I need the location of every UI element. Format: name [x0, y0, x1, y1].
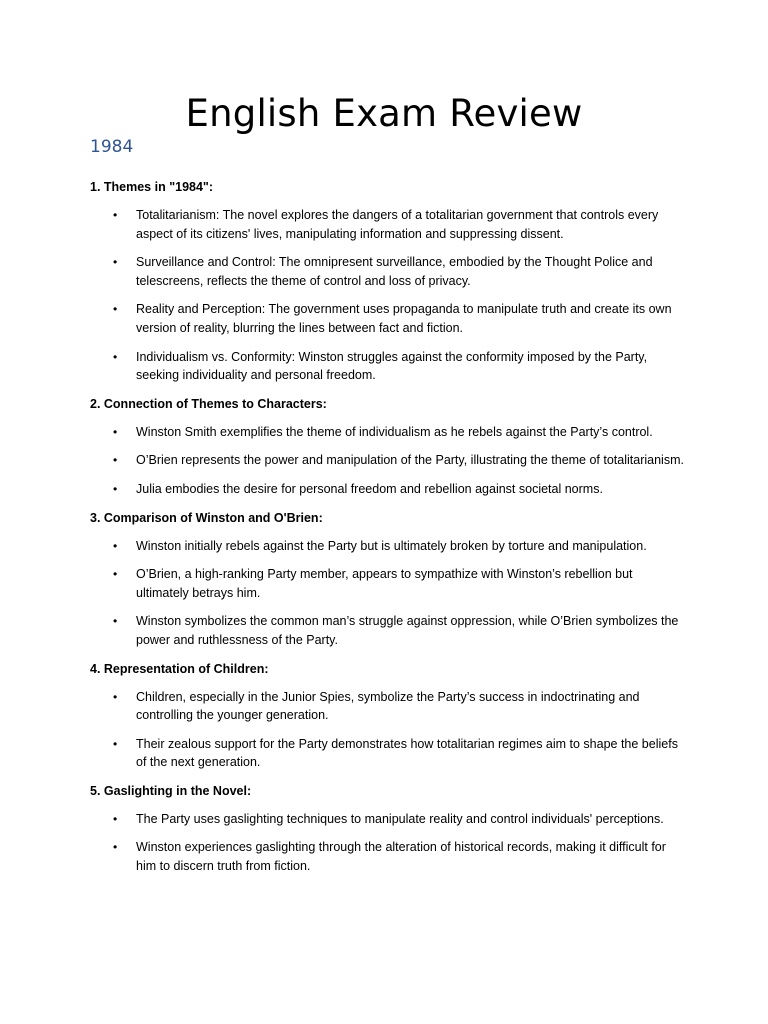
list-item-text: Individualism vs. Conformity: Winston struggles against the conformity imposed by the Party, seeking individuality and personal freedom.: [136, 349, 648, 383]
list-item: [90, 537, 690, 556]
bullet-icon: •: [113, 567, 118, 582]
list-item: [90, 253, 690, 290]
section-heading: 4. Representation of Children:: [90, 661, 269, 676]
list-item-text: Reality and Perception: The government uses propaganda to manipulate truth and create its own version of reality, blurring the lines between fact and fiction.: [136, 302, 672, 335]
section-heading: 1. Themes in "1984":: [90, 180, 214, 194]
section-gaslighting: [90, 782, 690, 876]
list-item: [90, 688, 690, 725]
list-item: [90, 300, 690, 337]
bullet-icon: •: [113, 736, 118, 751]
section-characters: [90, 395, 690, 499]
bullet-list: [90, 206, 690, 385]
list-item: [90, 423, 690, 442]
bullet-icon: •: [113, 811, 118, 826]
list-item-text: O’Brien, a high-ranking Party member, appears to sympathize with Winston’s rebellion but ultimately betrays him.: [136, 567, 633, 600]
bullet-icon: •: [113, 208, 118, 222]
list-item-text: Surveillance and Control: The omnipresent surveillance, embodied by the Thought Police and telescreens, reflects the theme of control and loss of privacy.: [136, 255, 653, 288]
bullet-icon: •: [113, 481, 118, 496]
bullet-list: [90, 537, 690, 650]
bullet-icon: •: [113, 840, 118, 855]
list-item-text: O’Brien represents the power and manipulation of the Party, illustrating the theme of totalitarianism.: [136, 453, 684, 468]
list-item: [90, 206, 690, 243]
list-item: [90, 735, 690, 772]
list-item-text: Julia embodies the desire for personal freedom and rebellion against societal norms.: [136, 481, 603, 496]
section-comparison: [90, 509, 690, 650]
bullet-icon: •: [113, 424, 118, 439]
bullet-list: [90, 688, 690, 772]
bullet-list: [90, 810, 690, 876]
section-heading: 3. Comparison of Winston and O'Brien:: [90, 510, 323, 525]
list-item-text: Winston Smith exemplifies the theme of individualism as he rebels against the Party’s control.: [136, 424, 653, 439]
bullet-icon: •: [113, 614, 118, 629]
section-heading: 2. Connection of Themes to Characters:: [90, 396, 327, 411]
bullet-icon: •: [113, 349, 118, 364]
bullet-icon: •: [113, 689, 118, 704]
list-item-text: Winston experiences gaslighting through the alteration of historical records, making it difficult for him to discern truth from fiction.: [136, 840, 666, 874]
section-themes: [90, 178, 690, 385]
list-item: [90, 451, 690, 470]
bullet-icon: •: [113, 255, 118, 270]
list-item: [90, 480, 690, 499]
list-item: [90, 838, 690, 875]
list-item-text: Winston symbolizes the common man’s struggle against oppression, while O’Brien symbolizes the power and ruthlessness of the Party.: [136, 614, 679, 647]
bullet-icon: •: [113, 453, 118, 468]
list-item-text: Their zealous support for the Party demonstrates how totalitarian regimes aim to shape the beliefs of the next generation.: [136, 736, 678, 770]
bullet-list: [90, 423, 690, 499]
list-item: [90, 348, 690, 385]
section-heading: 5. Gaslighting in the Novel:: [90, 783, 252, 798]
list-item-text: Children, especially in the Junior Spies, symbolize the Party’s success in indoctrinating and controlling the younger generation.: [136, 689, 640, 723]
document-subtitle: 1984: [90, 137, 134, 157]
list-item-text: The Party uses gaslighting techniques to manipulate reality and control individuals' perceptions.: [136, 811, 664, 826]
section-children: [90, 660, 690, 772]
document-title: English Exam Review: [185, 92, 583, 135]
list-item-text: Winston initially rebels against the Party but is ultimately broken by torture and manipulation.: [136, 538, 647, 553]
bullet-icon: •: [113, 538, 118, 553]
list-item: [90, 810, 690, 829]
document-body: [90, 178, 690, 886]
list-item-text: Totalitarianism: The novel explores the dangers of a totalitarian government that controls every aspect of its citizens' lives, manipulating information and suppressing dissent.: [136, 208, 659, 241]
list-item: [90, 612, 690, 649]
bullet-icon: •: [113, 302, 118, 317]
list-item: [90, 565, 690, 602]
